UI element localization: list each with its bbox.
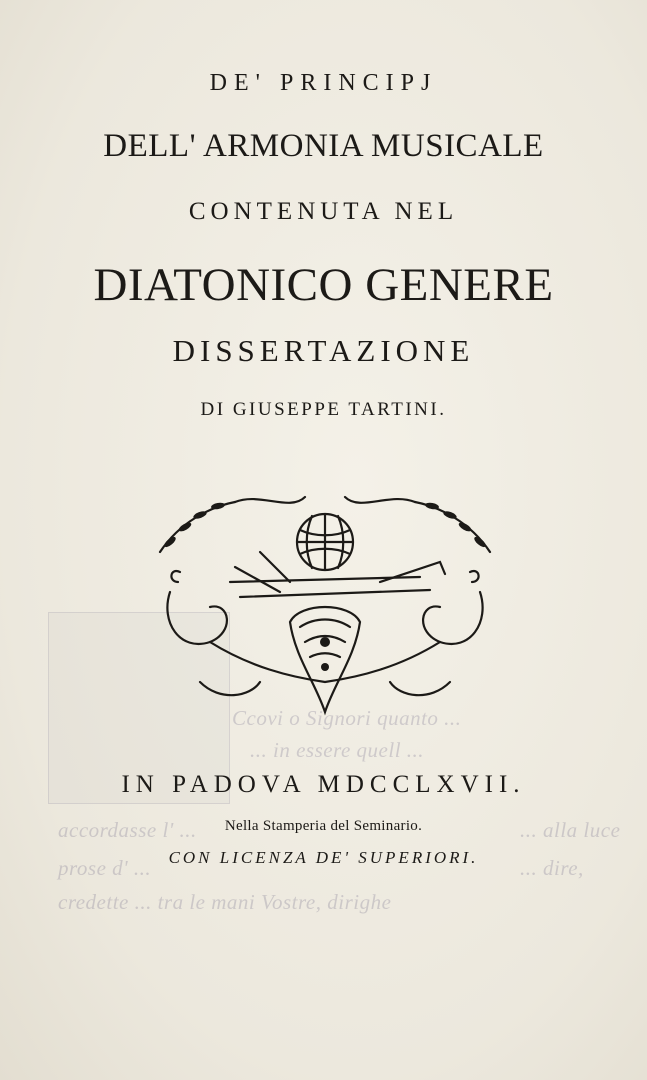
bleed-through-text: accordasse l' ... — [58, 818, 197, 842]
bleed-through-text: prose d' ... — [58, 856, 152, 880]
printer-line: Nella Stamperia del Seminario. — [224, 818, 423, 834]
title-line-4: DIATONICO GENERE — [93, 259, 554, 311]
bleed-through-text: ... in essere quell ... — [250, 738, 425, 762]
bleed-through-text: ... alla luce — [520, 818, 621, 842]
title-line-3: CONTENUTA NEL — [188, 198, 459, 225]
author-line: DI GIUSEPPE TARTINI. — [200, 399, 447, 420]
bleed-through-text: credette ... tra le mani Vostre, dirighe — [58, 890, 392, 914]
title-line-5: DISSERTAZIONE — [172, 333, 475, 368]
imprint-place-date: IN PADOVA MDCCLXVII. — [121, 771, 526, 798]
bleed-through-text: Ccovi o Signori quanto ... — [232, 706, 462, 730]
ornamental-vignette — [140, 482, 510, 732]
bleed-through-text: ... dire, — [520, 856, 584, 880]
title-line-1: DE' PRINCIPJ — [209, 70, 438, 96]
title-line-2: DELL' ARMONIA MUSICALE — [103, 128, 544, 164]
license-line: CON LICENZA DE' SUPERIORI. — [168, 848, 479, 867]
